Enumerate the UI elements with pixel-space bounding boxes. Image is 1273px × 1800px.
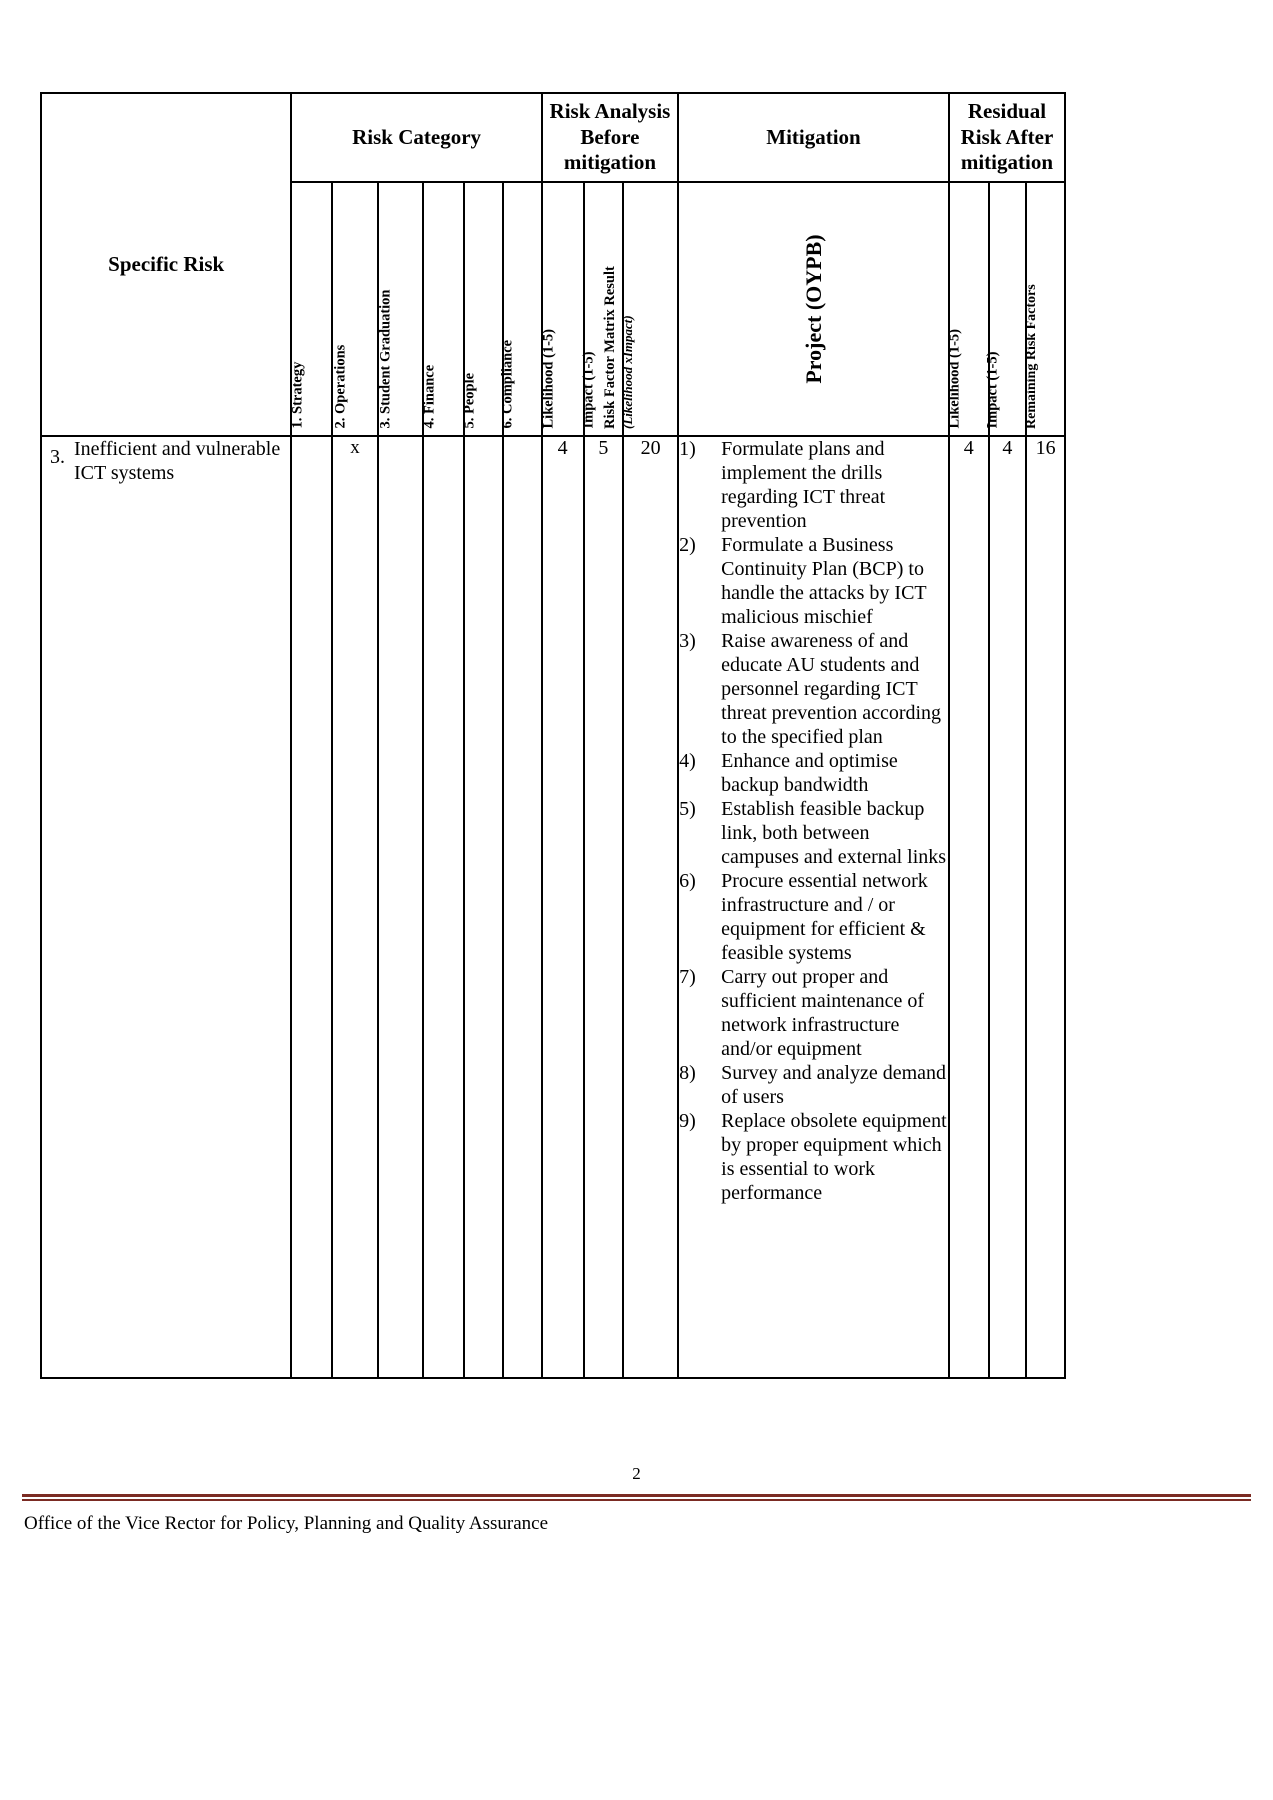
mitigation-list — [679, 437, 948, 1205]
subheader-operations-label: 2. Operations — [332, 345, 349, 429]
subheader-strategy — [291, 182, 332, 436]
subheader-after-likelihood-label: Likelihood (1-5) — [946, 329, 963, 429]
subheader-matrix-line1: Risk Factor Matrix Result — [601, 266, 618, 429]
subheader-people — [461, 182, 503, 436]
mitigation-item-marker: 7) — [679, 965, 696, 988]
mitigation-item-marker: 5) — [679, 797, 696, 820]
cell-category-strategy — [291, 436, 332, 1378]
subheader-operations — [332, 182, 378, 436]
mitigation-item — [679, 869, 948, 965]
subheader-before-likelihood — [542, 182, 584, 436]
footer-divider — [22, 1494, 1251, 1501]
mitigation-item-text: Establish feasible backup link, both between campuses and external links — [721, 797, 947, 868]
header-risk-analysis-before: Risk Analysis Before mitigation — [542, 93, 678, 182]
mitigation-item-text: Formulate a Business Continuity Plan (BCP) to handle the attacks by ICT malicious mischief — [721, 533, 927, 628]
subheader-finance — [423, 182, 465, 436]
footer-rule-bottom — [22, 1499, 1251, 1501]
subheader-compliance — [499, 182, 542, 436]
mitigation-item-text: Survey and analyze demand of users — [721, 1061, 947, 1108]
cell-category-compliance — [503, 436, 542, 1378]
subheader-remaining-risk-factors-label: Remaining Risk Factors — [1023, 284, 1039, 429]
mitigation-item-marker: 3) — [679, 629, 696, 652]
subheader-finance-label: 4. Finance — [421, 365, 438, 429]
subheader-strategy-label: 1. Strategy — [289, 361, 306, 429]
header-risk-category: Risk Category — [291, 93, 541, 182]
header-residual-risk-after: Residual Risk After mitigation — [949, 93, 1065, 182]
cell-category-finance — [423, 436, 465, 1378]
cell-specific-risk — [41, 436, 291, 1378]
table-row — [41, 436, 1065, 1378]
subheader-after-likelihood — [946, 182, 989, 436]
mitigation-item-text: Replace obsolete equipment by proper equipment which is essential to work performance — [721, 1109, 947, 1204]
mitigation-item-text: Procure essential network infrastructure and / or equipment for efficient & feasible systems — [721, 869, 928, 964]
subheader-project-oypb-label: Project (OYPB) — [800, 234, 826, 384]
mitigation-item — [679, 629, 948, 749]
subheader-student-graduation — [378, 182, 423, 436]
cell-before-likelihood: 4 — [542, 436, 584, 1378]
mitigation-item-marker: 1) — [679, 437, 696, 460]
table-group-header-row — [41, 93, 1065, 182]
cell-after-likelihood: 4 — [949, 436, 989, 1378]
mitigation-item-text: Carry out proper and sufficient maintenance of network infrastructure and/or equipment — [721, 965, 925, 1060]
subheader-project-oypb — [678, 182, 949, 436]
mitigation-item-marker: 2) — [679, 533, 696, 556]
cell-after-impact: 4 — [989, 436, 1027, 1378]
mitigation-item-text: Formulate plans and implement the drills regarding ICT threat prevention — [721, 437, 886, 532]
header-specific-risk: Specific Risk — [41, 93, 291, 436]
mitigation-item — [679, 749, 948, 797]
risk-register-table — [40, 92, 1066, 1379]
mitigation-item-text: Raise awareness of and educate AU students and personnel regarding ICT threat prevention according to the specified plan — [721, 629, 942, 748]
risk-name-text: Inefficient and vulnerable ICT systems — [74, 437, 281, 484]
cell-mitigation — [678, 436, 949, 1378]
mitigation-item-marker: 4) — [679, 749, 696, 772]
mitigation-item — [679, 797, 948, 869]
cell-category-people — [464, 436, 503, 1378]
page-number: 2 — [632, 1464, 641, 1483]
subheader-compliance-label: 6. Compliance — [499, 340, 516, 429]
mitigation-item-marker: 6) — [679, 869, 696, 892]
cell-remaining-risk-factors: 16 — [1026, 436, 1065, 1378]
subheader-matrix-line2: (Likelihood xImpact) — [619, 315, 635, 429]
subheader-risk-factor-matrix-result — [601, 182, 678, 436]
footer-text: Office of the Vice Rector for Policy, Planning and Quality Assurance — [24, 1513, 549, 1534]
cell-before-impact: 5 — [584, 436, 624, 1378]
cell-category-student-graduation — [378, 436, 423, 1378]
mitigation-item-text: Enhance and optimise backup bandwidth — [721, 749, 898, 796]
subheader-matrix-stack — [601, 266, 637, 429]
subheader-remaining-risk-factors — [1023, 182, 1065, 436]
subheader-student-graduation-label: 3. Student Graduation — [377, 289, 394, 429]
subheader-before-likelihood-label: Likelihood (1-5) — [540, 329, 557, 429]
cell-risk-factor-matrix-result: 20 — [623, 436, 678, 1378]
subheader-after-impact — [984, 182, 1027, 436]
mitigation-item — [679, 437, 948, 533]
subheader-people-label: 5. People — [461, 373, 478, 429]
header-mitigation: Mitigation — [678, 93, 949, 182]
mitigation-item — [679, 965, 948, 1061]
risk-number: 3. — [50, 445, 65, 468]
mitigation-item — [679, 1109, 948, 1205]
mitigation-item-marker: 8) — [679, 1061, 696, 1084]
cell-category-operations: x — [332, 436, 378, 1378]
mitigation-item — [679, 1061, 948, 1109]
subheader-after-impact-label: Impact (1-5) — [984, 351, 1001, 429]
mitigation-item — [679, 533, 948, 629]
subheader-before-impact-label: Impact (1-5) — [580, 351, 597, 429]
mitigation-item-marker: 9) — [679, 1109, 696, 1132]
